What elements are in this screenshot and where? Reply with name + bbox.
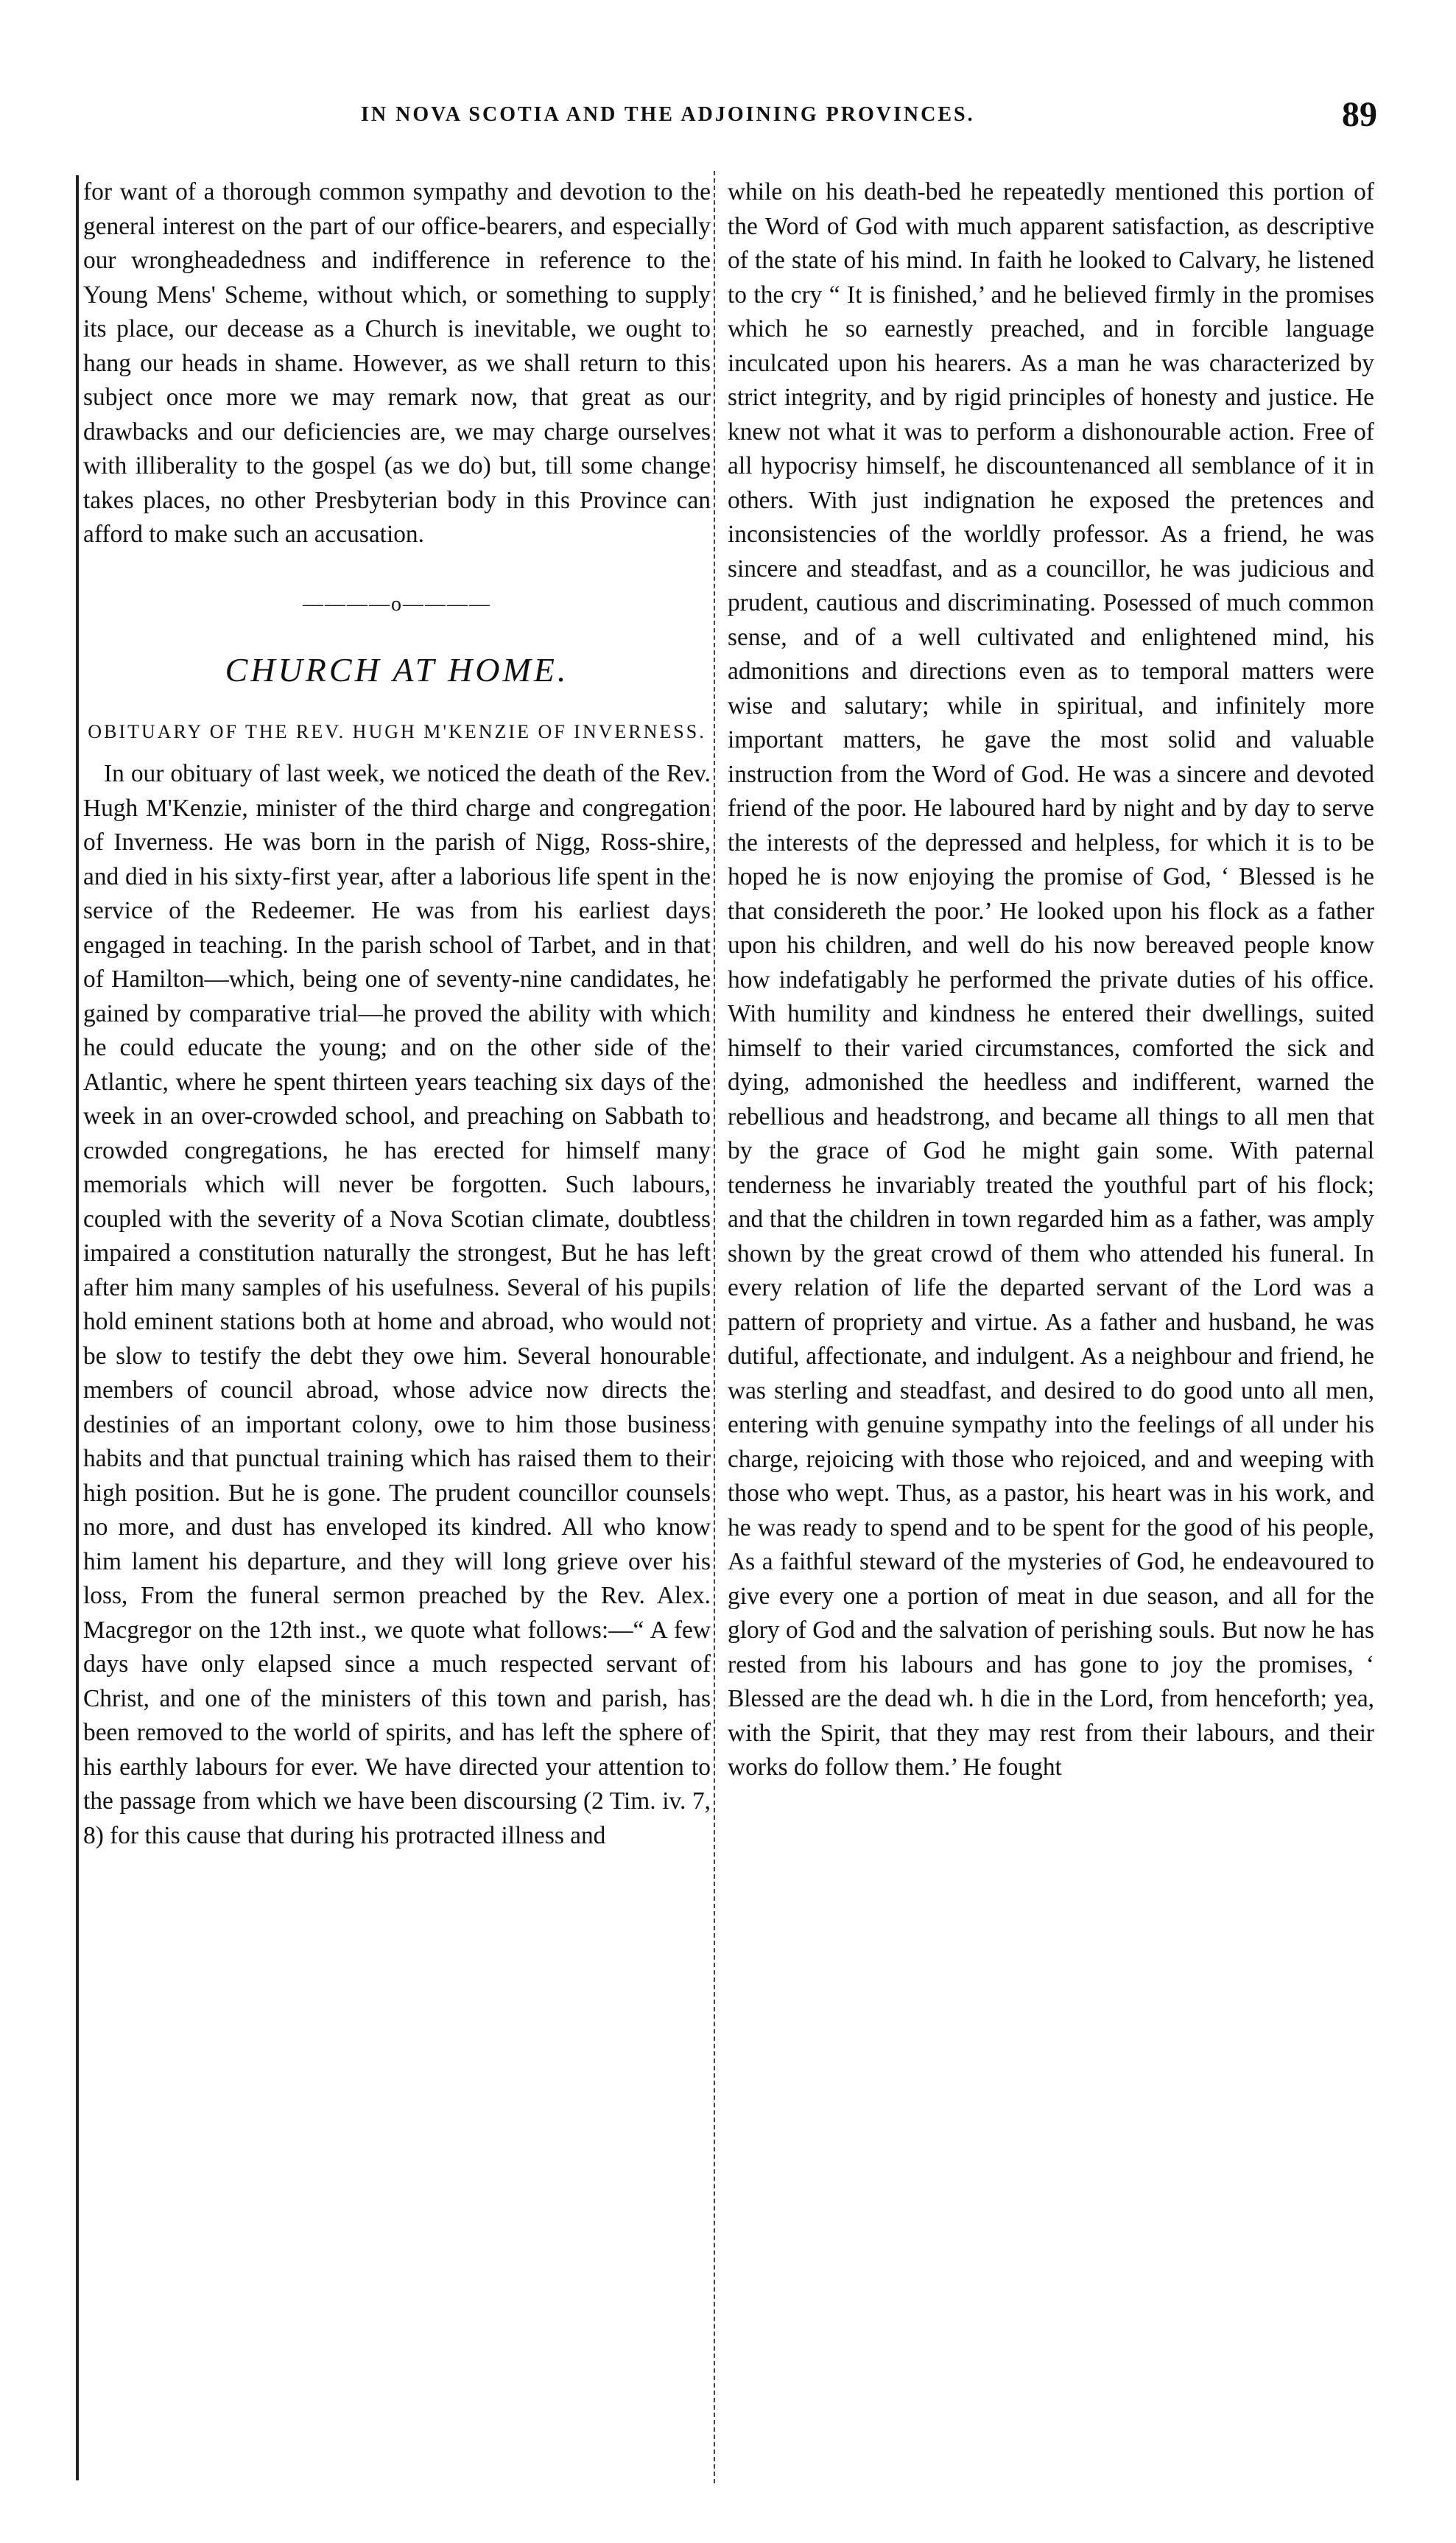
left-column [76, 175, 711, 2480]
right-column [728, 175, 1374, 2480]
left-paragraph-1: for want of a thorough common sympathy and devotion to the general interest on the part of our office-bearers, and especially our wrongheadedness and indifference in reference to the Young Mens' Scheme, without which, or something to supply its place, our decease as a Church is inevitable, we ought to hang our heads in shame. However, as we shall return to this subject once more we may remark now, that great as our drawbacks and our deficiencies are, we may charge ourselves with illiberality to the gospel (as we do) but, till some change takes places, no other Presbyterian body in this Province can afford to make such an accusation. [83, 178, 711, 548]
left-paragraph-2: In our obituary of last week, we noticed the death of the Rev. Hugh M'Kenzie, minister of the third charge and congregation of Inverness. He was born in the parish of Nigg, Ross-shire, and died in his sixty-first year, after a laborious life spent in the service of the Redeemer. He was from his earliest days engaged in teaching. In the parish school of Tarbet, and in that of Hamilton—which, being one of seventy-nine candidates, he gained by comparative trial—he proved the ability with which he could educate the young; and on the other side of the Atlantic, where he spent thirteen years teaching six days of the week in an over-crowded school, and preaching on Sabbath to crowded congregations, he has erected for himself many memorials which will never be forgotten. Such labours, coupled with the severity of a Nova Scotian climate, doubtless impaired a constitution naturally the strongest, But he has left after him many samples of his usefulness. Several of his pupils hold eminent stations both at home and abroad, who would not be slow to testify the debt they owe him. Several honourable members of council abroad, whose advice now directs the destinies of an important colony, owe to him those business habits and that punctual training which has raised them to their high position. But he is gone. The prudent councillor counsels no more, and dust has enveloped its kindred. All who know him lament his departure, and they will long grieve over his loss, From the funeral sermon preached by the Rev. Alex. Macgregor on the 12th inst., we quote what follows:—“ A few days have only elapsed since a much respected servant of Christ, and one of the ministers of this town and parish, has been removed to the world of spirits, and has left the sphere of his earthly labours for ever. We have directed your attention to the passage from which we have been discoursing (2 Tim. iv. 7, 8) for this cause that during his protracted illness and [83, 760, 711, 1849]
page-number: 89 [1342, 95, 1377, 134]
column-rule [714, 171, 715, 2483]
right-paragraph-1: while on his death-bed he repeatedly mentioned this portion of the Word of God with much apparent satisfaction, as descriptive of the state of his mind. In faith he looked to Calvary, he listened to the cry “ It is finished,’ and he believed firmly in the promises which he so earnestly preached, and in forcible language inculcated upon his hearers. As a man he was characterized by strict integrity, and by rigid principles of honesty and justice. He knew not what it was to perform a dishonourable action. Free of all hypocrisy himself, he discountenanced all semblance of it in others. With just indignation he exposed the pretences and inconsistencies of the worldly professor. As a friend, he was sincere and steadfast, and as a councillor, he was judicious and prudent, cautious and discriminating. Posessed of much common sense, and of a well cultivated and enlightened mind, his admonitions and directions even as to temporal matters were wise and salutary; while in spiritual, and infinitely more important matters, he gave the most solid and valuable instruction from the Word of God. He was a sincere and devoted friend of the poor. He laboured hard by night and by day to serve the interests of the depressed and helpless, for which it is to be hoped he is now enjoying the promise of God, ‘ Blessed is he that considereth the poor.’ He looked upon his flock as a father upon his children, and well do his now bereaved people know how indefatigably he performed the private duties of his office. With humility and kindness he entered their dwellings, suited himself to their varied circumstances, comforted the sick and dying, admonished the heedless and indifferent, warned the rebellious and headstrong, and became all things to all men that by the grace of God he might gain some. With paternal tenderness he invariably treated the youthful part of his flock; and that the children in town regarded him as a father, was amply shown by the great crowd of them who attended his funeral. In every relation of life the departed servant of the Lord was a pattern of propriety and virtue. As a father and husband, he was dutiful, affectionate, and indulgent. As a neighbour and friend, he was sterling and steadfast, and desired to do good unto all men, entering with genuine sympathy into the feelings of all under his charge, rejoicing with those who rejoiced, and and weeping with those who wept. Thus, as a pastor, his heart was in his work, and he was ready to spend and to be spent for the good of his people, As a faithful steward of the mysteries of God, he endeavoured to give every one a portion of meat in due season, and all for the glory of God and the salvation of perishing souls. But now he has rested from his labours and has gone to joy the promises, ‘ Blessed are the dead wh. h die in the Lord, from henceforth; yea, with the Spirit, that they may rest from their labours, and their works do follow them.’ He fought [728, 178, 1374, 1781]
running-head: IN NOVA SCOTIA AND THE ADJOINING PROVINCES. [361, 103, 975, 126]
section-title: CHURCH AT HOME. [225, 651, 569, 689]
article-title: OBITUARY OF THE REV. HUGH M'KENZIE OF INVERNESS. [88, 721, 706, 742]
section-divider: ————o———— [303, 592, 491, 616]
